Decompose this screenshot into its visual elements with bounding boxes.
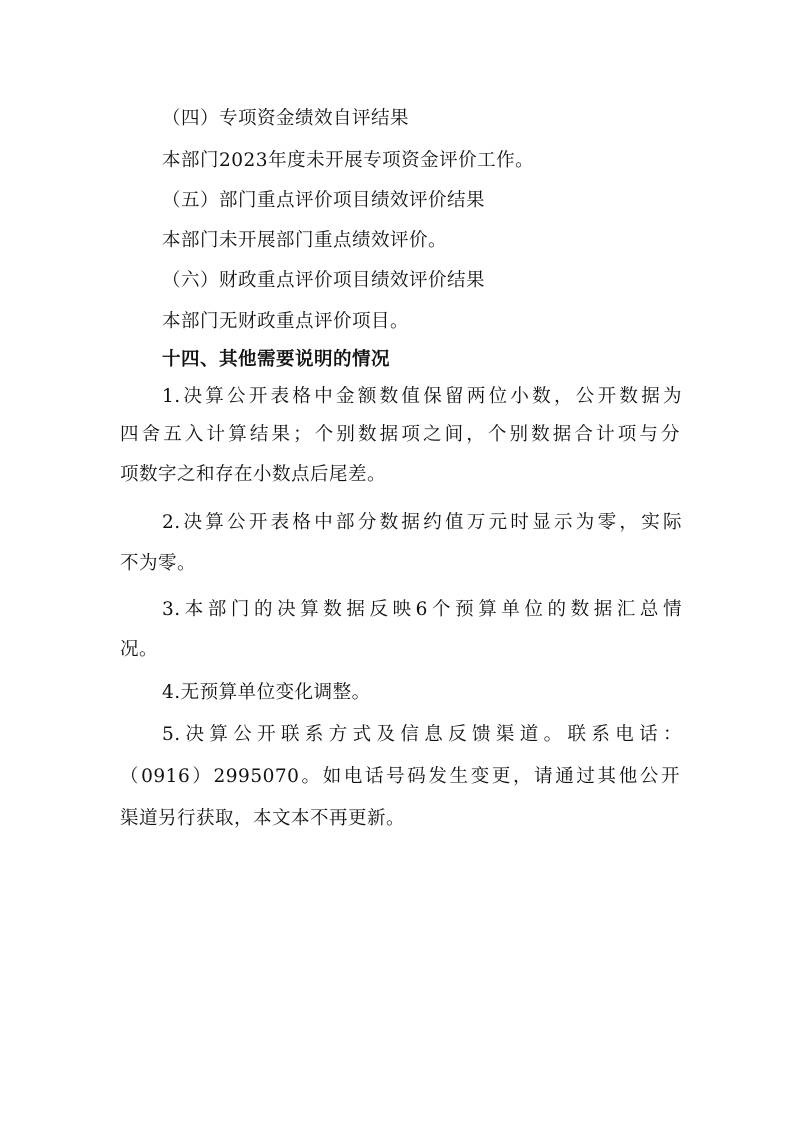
- dept-key-heading: （五）部门重点评价项目绩效评价结果: [162, 190, 486, 211]
- item2-line2: 不为零。: [120, 553, 197, 574]
- item1-line2: 四舍五入计算结果；个别数据项之间，个别数据合计项与分: [120, 424, 680, 445]
- item3-line1: 3.本部门的决算数据反映6个预算单位的数据汇总情: [162, 599, 682, 620]
- item2-line1: 2.决算公开表格中部分数据约值万元时显示为零，实际: [162, 512, 682, 533]
- special-funds-text: 本部门2023年度未开展专项资金评价工作。: [162, 150, 535, 171]
- item1-line3: 项数字之和存在小数点后尾差。: [120, 464, 387, 485]
- special-funds-heading: （四）专项资金绩效自评结果: [162, 108, 410, 129]
- dept-key-text: 本部门未开展部门重点绩效评价。: [162, 230, 448, 251]
- finance-key-text: 本部门无财政重点评价项目。: [162, 311, 410, 332]
- item4-line1: 4.无预算单位变化调整。: [162, 682, 371, 703]
- item5-line1: 5.决算公开联系方式及信息反馈渠道。联系电话：: [162, 724, 682, 745]
- item5-line3: 渠道另行获取，本文本不再更新。: [120, 808, 406, 829]
- finance-key-heading: （六）财政重点评价项目绩效评价结果: [162, 270, 486, 291]
- item5-line2: （0916）2995070。如电话号码发生变更，请通过其他公开: [120, 766, 680, 787]
- item1-line1: 1.决算公开表格中金额数值保留两位小数，公开数据为: [162, 386, 682, 407]
- other-info-heading: 十四、其他需要说明的情况: [162, 349, 391, 370]
- item3-line2: 况。: [120, 639, 159, 660]
